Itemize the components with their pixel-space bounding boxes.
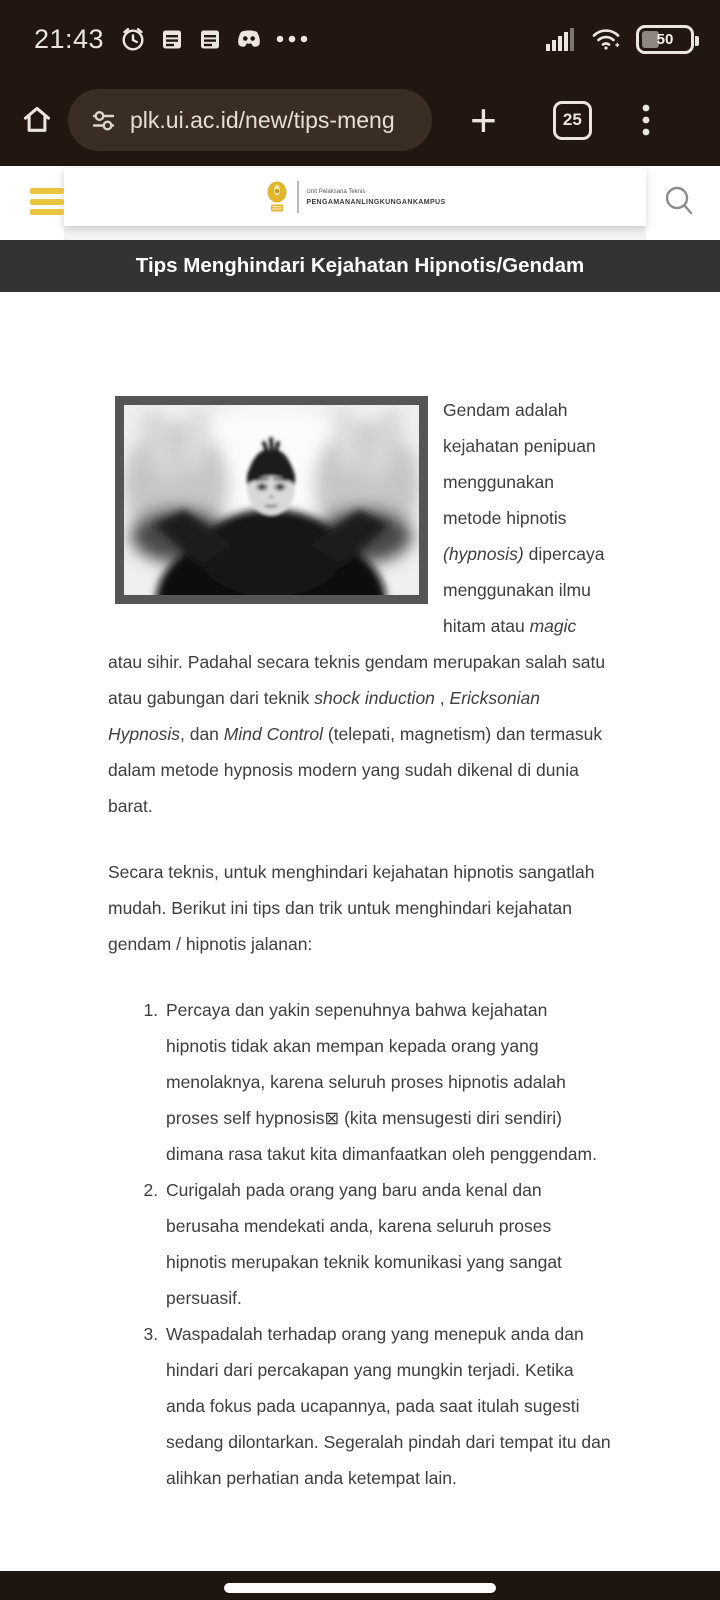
tip-item: 1. Percaya dan yakin sepenuhnya bahwa kejahatan hipnotis tidak akan mempan kepada orang yang menolaknya, karena seluruh proses hipnotis adalah proses self hypnosis⊠ (kita mensugesti diri sendiri) dimana rasa takut kita dimanfaatkan oleh penggendam. [163, 992, 612, 1172]
discord-icon [236, 29, 262, 49]
tips-list [108, 992, 612, 1496]
battery-nub [695, 36, 699, 46]
notification-icons [120, 26, 312, 52]
intro-text-segment: dipercaya menggunakan ilmu hitam atau [443, 544, 605, 636]
more-notifications-icon [276, 35, 312, 43]
site-settings-icon[interactable] [90, 107, 117, 134]
hamburger-menu-icon[interactable] [30, 188, 64, 215]
url-bar[interactable] [68, 89, 432, 151]
site-logo[interactable] [264, 181, 445, 213]
tip-item: 3. Waspadalah terhadap orang yang menepuk anda dan hindari dari percakapan yang mungkin terjadi. Ketika anda fokus pada ucapannya, pada saat itulah sugesti sedang dilontarkan. Segeralah pindah dari tempat itu dan alihkan perhatian anda ketempat lain. [163, 1316, 612, 1496]
tab-count: 25 [562, 110, 582, 129]
intro-italic-segment: magic [529, 616, 577, 636]
alarm-icon [120, 26, 146, 52]
logo-line: KAMPUS [412, 198, 446, 206]
hamburger-bar [30, 209, 64, 215]
url-text: plk.ui.ac.id/new/tips-meng [130, 106, 395, 133]
intro-italic-segment: shock induction [314, 688, 435, 708]
tip-item: 2. Curigalah pada orang yang baru anda kenal dan berusaha mendekati anda, karena seluruh proses hipnotis merupakan teknik komunikasi yang sangat persuasif. [163, 1172, 612, 1316]
signal-icon [546, 27, 578, 51]
search-icon[interactable] [662, 184, 696, 220]
ui-makara-emblem-icon [264, 181, 290, 213]
second-paragraph: Secara teknis, untuk menghindari kejahatan hipnotis sangatlah mudah. Berikut ini tips dan trik untuk menghindari kejahatan gendam / hipnotis jalanan: [108, 862, 595, 954]
hamburger-bar [30, 199, 64, 205]
new-tab-icon[interactable]: + [470, 94, 497, 146]
status-bar [0, 0, 720, 78]
intro-italic-segment: Mind Control [223, 724, 323, 744]
notes-icon-2 [198, 27, 222, 51]
logo-line: LINGKUNGAN [361, 198, 413, 206]
browser-chrome [0, 0, 720, 166]
page-title: Tips Menghindari Kejahatan Hipnotis/Gendam [135, 254, 585, 277]
home-icon[interactable] [20, 103, 54, 137]
logo-line: PENGAMANAN [306, 198, 362, 206]
browser-menu-icon[interactable] [642, 103, 650, 137]
wifi-icon [591, 26, 623, 52]
home-gesture-pill[interactable] [224, 1583, 496, 1593]
intro-text-segment: atau sihir. Padahal secara teknis gendam merupakan salah satu atau gabungan dari teknik [108, 652, 606, 708]
logo-divider [297, 181, 299, 213]
intro-text-segment: Gendam adalah kejahatan penipuan menggunakan metode hipnotis [443, 400, 596, 528]
site-header [0, 166, 720, 240]
notes-icon [160, 27, 184, 51]
logo-lines [306, 196, 445, 207]
gesture-nav-bar [0, 1571, 720, 1600]
tab-switcher-button[interactable] [553, 101, 592, 140]
status-right-icons [546, 25, 694, 54]
article-content [0, 292, 720, 1571]
battery-icon [636, 25, 694, 54]
intro-text-segment: , [434, 688, 450, 708]
browser-toolbar [0, 78, 720, 162]
battery-level: 50 [656, 30, 674, 48]
clock-text: 21:43 [34, 23, 105, 54]
hypnotist-photo [115, 396, 428, 604]
page-title-bar [0, 240, 720, 292]
intro-italic-segment: (hypnosis) [443, 544, 524, 564]
logo-text [306, 188, 445, 207]
hamburger-bar [30, 188, 64, 194]
intro-italic-segment: Ericksonian Hypnosis [108, 688, 540, 744]
header-card [64, 168, 646, 226]
intro-text-segment: , dan [179, 724, 224, 744]
intro-text-segment: (telepati, magnetism) dan termasuk dalam metode hypnosis modern yang sudah dikenal di dunia barat. [108, 724, 603, 816]
logo-line-small: Unit Pelaksana Teknis [306, 188, 366, 195]
